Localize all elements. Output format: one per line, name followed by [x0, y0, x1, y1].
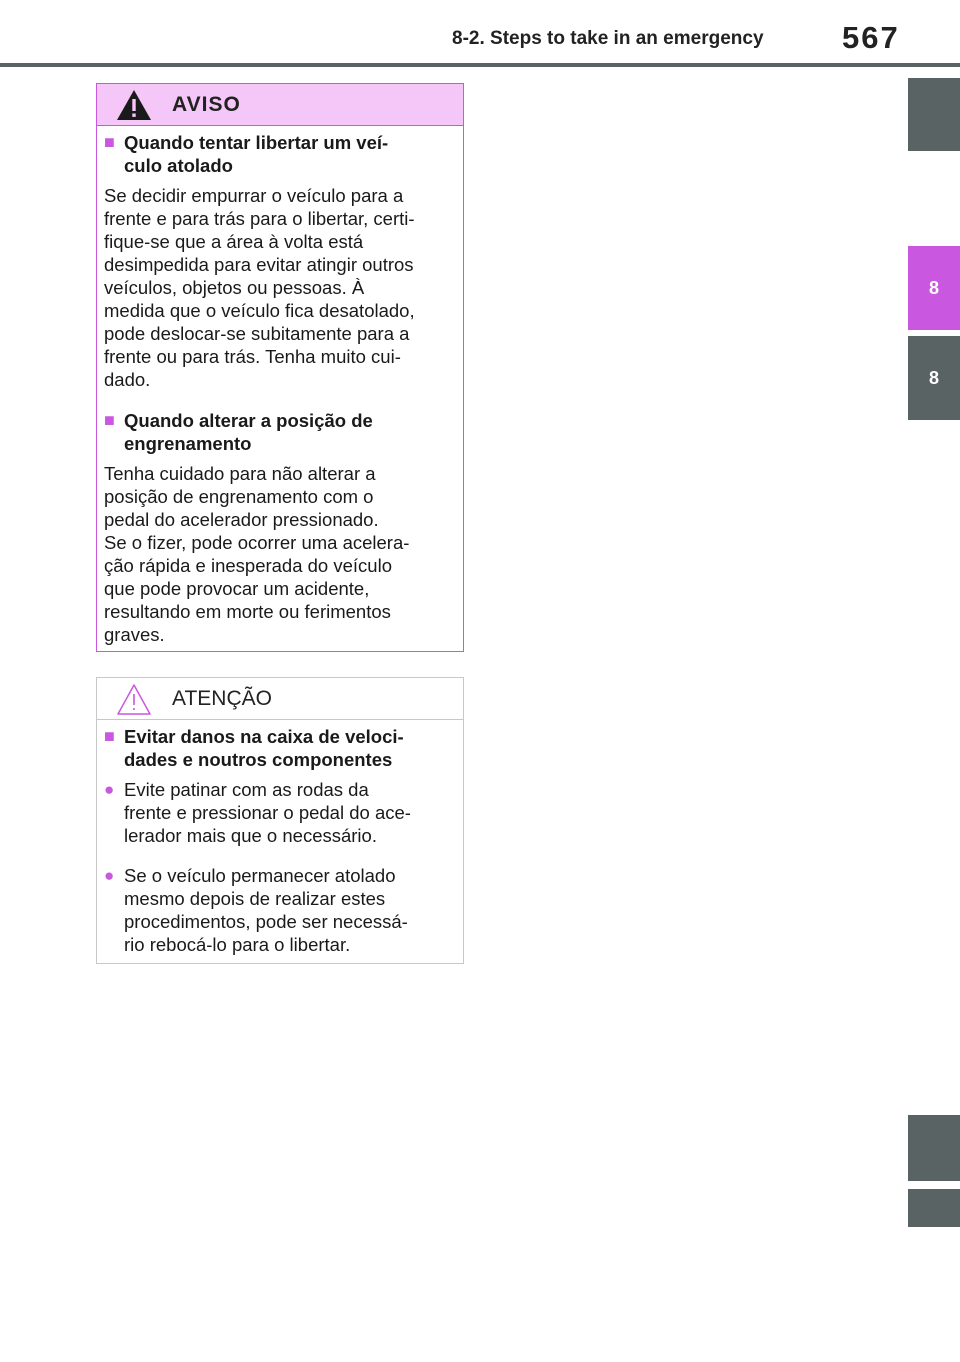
text-line: que pode provocar um acidente,: [104, 578, 370, 599]
section-title-line: Quando alterar a posição de: [124, 410, 373, 431]
warning-section-2-title: [104, 409, 455, 455]
text-line: Se decidir empurrar o veículo para a: [104, 185, 404, 206]
text-line: resultando em morte ou ferimentos: [104, 601, 391, 622]
text-line: posição de engrenamento com o: [104, 486, 374, 507]
caution-box-title: ATENÇÃO: [172, 686, 272, 710]
warning-section-2-text: [104, 462, 455, 646]
section-title-line: Quando tentar libertar um veí-: [124, 132, 389, 153]
section-header-title: 8-2. Steps to take in an emergency: [452, 28, 764, 49]
text-line: Se o fizer, pode ocorrer uma acelera-: [104, 532, 410, 553]
text-line: ção rápida e inesperada do veículo: [104, 555, 392, 576]
section-title-line: engrenamento: [124, 433, 252, 454]
text-line: lerador mais que o necessário.: [124, 825, 377, 846]
side-tab-label: 8: [928, 368, 939, 388]
side-tab-label: 8: [928, 278, 939, 298]
text-line: fique-se que a área à volta está: [104, 231, 364, 252]
square-bullet-icon: ■: [104, 410, 115, 430]
text-line: Evite patinar com as rodas da: [124, 779, 369, 800]
text-line: desimpedida para evitar atingir outros: [104, 254, 414, 275]
side-tab-blank-2[interactable]: [908, 1115, 960, 1181]
text-line: frente ou para trás. Tenha muito cui-: [104, 346, 401, 367]
warning-triangle-icon: [115, 88, 153, 122]
text-line: Se o veículo permanecer atolado: [124, 865, 396, 886]
text-line: mesmo depois de realizar estes: [124, 888, 386, 909]
warning-box: [96, 83, 464, 652]
text-line: procedimentos, pode ser necessá-: [124, 911, 408, 932]
text-line: graves.: [104, 624, 165, 645]
text-line: Tenha cuidado para não alterar a: [104, 463, 376, 484]
warning-section-1-text: [104, 184, 455, 391]
section-title-line: culo atolado: [124, 155, 233, 176]
caution-triangle-icon: [115, 682, 153, 716]
warning-box-title: AVISO: [172, 92, 241, 116]
warning-box-header: [97, 84, 463, 126]
round-bullet-icon: ●: [104, 780, 115, 799]
text-line: frente e pressionar o pedal do ace-: [124, 802, 411, 823]
text-line: medida que o veículo fica desatolado,: [104, 300, 415, 321]
side-tab-blank-3[interactable]: [908, 1189, 960, 1227]
caution-box: [96, 677, 464, 964]
warning-section-1-title: [104, 131, 455, 177]
text-line: pedal do acelerador pressionado.: [104, 509, 379, 530]
side-tab-blank-1[interactable]: [908, 78, 960, 151]
text-line: dado.: [104, 369, 151, 390]
text-line: rio rebocá-lo para o libertar.: [124, 934, 351, 955]
caution-box-header: [97, 678, 463, 720]
square-bullet-icon: ■: [104, 726, 115, 746]
text-line: veículos, objetos ou pessoas. À: [104, 277, 365, 298]
text-line: frente e para trás para o libertar, certi-: [104, 208, 415, 229]
section-title-line: Evitar danos na caixa de veloci-: [124, 726, 404, 747]
side-tab-chapter[interactable]: [908, 336, 960, 420]
round-bullet-icon: ●: [104, 866, 115, 885]
page-number: 567: [842, 20, 900, 55]
side-tab-chapter-active[interactable]: [908, 246, 960, 330]
caution-bullet-2: [104, 864, 455, 956]
caution-section-title: [104, 725, 455, 771]
square-bullet-icon: ■: [104, 132, 115, 152]
text-line: pode deslocar-se subitamente para a: [104, 323, 410, 344]
section-title-line: dades e noutros componentes: [124, 749, 393, 770]
caution-bullet-1: [104, 778, 455, 847]
header-rule: [0, 63, 960, 67]
